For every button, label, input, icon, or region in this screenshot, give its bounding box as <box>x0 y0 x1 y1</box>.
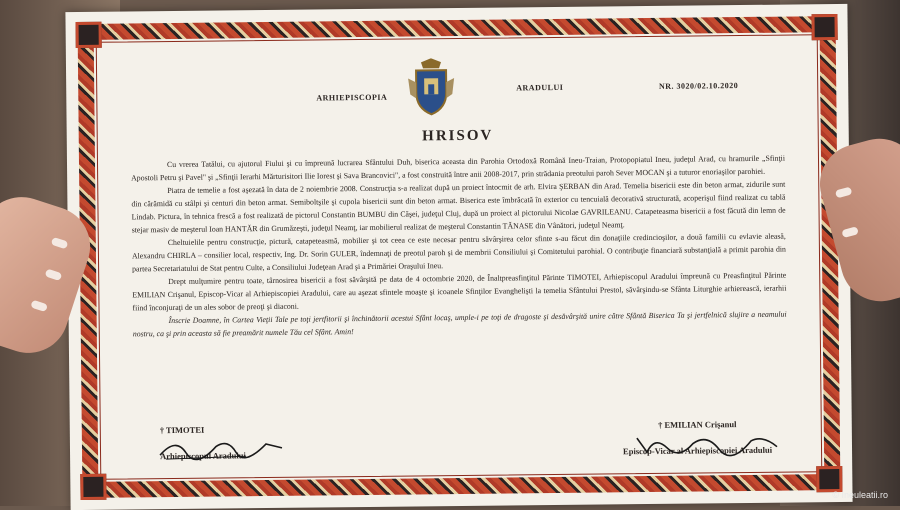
prayer-paragraph: Înscrie Doamne, în Cartea Vieţii Tale pe toţi jertfitorii şi închinătorii acestui Sfânt locaş, umple-i pe toţi de dragoste şi desăvârşită unire către Sfântă Biserica Ta şi jertfelnică slujire a neamului nostru, ca şi prin aceasta să fie preamărit numele Tău cel Sfânt. Amin! <box>132 309 787 339</box>
fingernail <box>51 237 69 250</box>
corner-ornament <box>80 474 106 500</box>
fingernail <box>45 269 63 282</box>
fingernail <box>835 187 853 199</box>
signer-role: Episcop-Vicar al Arhiepiscopiei Aradului <box>622 444 773 457</box>
org-right-label: ARADULUI <box>516 82 564 93</box>
handwritten-signature-icon <box>156 434 286 463</box>
org-left-label: ARHIEPISCOPIA <box>316 92 388 103</box>
certificate-paper <box>65 4 852 510</box>
document-body <box>117 151 801 340</box>
paragraph: Cu vrerea Tatălui, cu ajutorul Fiului şi cu împreună lucrarea Sfântului Duh, biserica aceasta din Parohia Ortodoxă Română Ineu-Traian, Protopopiatul Ineu, judeţul Arad, cu hramurile „Sfinţii Apostoli Petru şi Pavel" şi „Sfinţii Ierarhi Mărturisitori Ilie Iorest şi Sava Brancovici", a fost construită între anii 2008-2017, prin strădania preotului paroh Sever MOCAN şi a tuturor enoriaşilor parohiei. <box>131 153 786 183</box>
document-number: NR. 3020/02.10.2020 <box>658 81 739 91</box>
fingernail <box>30 300 48 313</box>
signature-left <box>160 424 246 461</box>
handwritten-signature-icon <box>633 429 783 459</box>
coat-of-arms-icon <box>406 58 457 117</box>
signer-name: † EMILIAN Crişanul <box>657 419 737 430</box>
fingernail <box>841 226 859 238</box>
paragraph: Cheltuielile pentru construcţie, pictură, catapeteasmă, mobilier şi tot ceea ce este necesar pentru săvârşirea celor sfinte s-au făcut din donaţiile credincioşilor, a două familii cu evlavie aleasă, Alexandru CHIRLA – consilier local, respectiv, Ing. Dr. Sorin GULER, îndemnaţi de preotul paroh şi de membrii Consiliului şi Comitetului parohial. O contribuţie financiară substanţială a primit parohia din partea Secretariatului de Stat pentru Culte, a Consiliului Judeţean Arad şi a Primăriei Oraşului Ineu. <box>131 231 786 274</box>
certificate-content <box>116 52 802 471</box>
certificate-header <box>116 52 798 109</box>
signer-name: † TIMOTEI <box>159 424 205 436</box>
signer-role: Arhiepiscopul Aradului <box>160 450 246 462</box>
corner-ornament <box>816 466 842 492</box>
signature-right <box>623 419 772 457</box>
watermark: © Ineuleatii.ro <box>832 490 888 500</box>
document-title: HRISOV <box>422 127 494 145</box>
corner-ornament <box>76 22 102 48</box>
paragraph: Drept mulţumire pentru toate, târnosirea bisericii a fost săvârşită pe data de 4 octombrie 2020, de Înaltpreasfinţitul Părinte TIMOTEI, Arhiepiscopul Aradului împreună cu Preasfinţitul Părinte EMILIAN Crişanul, Episcop-Vicar al Arhiepiscopiei Aradului, care au aşezat sfintele moaşte şi icoanele Sfinţilor Evanghelişti la temelia Sfântului Prestol, săvârşindu-se Sfânta Liturghie arhierească, ierarhii fiind înconjuraţi de un ales sobor de preoţi şi diaconi. <box>132 270 787 313</box>
paragraph: Piatra de temelie a fost aşezată în data de 2 noiembrie 2008. Construcţia s-a realizat după un proiect întocmit de arh. Elvira ŞERBAN din Arad. Temelia bisericii este din beton armat, zidurile sunt din cărămidă cu stâlpi şi centuri din beton armat. Semiboltşile şi cupola bisericii sunt din beton armat. Biserica este îmbrăcată în exterior cu tencuială decorativă structurată, acoperişul fiind realizat cu tablă Lindab. Pictura, în tehnica frescă a fost realizată de pictorul Constantin BUMBU din Căşei, judeţul Cluj, după un proiect al pictorului Nicolae GAVRILEANU. Catapeteasma bisericii a fost făcută din lemn de stejar masiv de meşterul Ioan HANTĂR din Grumăzeşti, judeţul Neamţ, iar mobilierul realizat de meşterul Constantin TĂNASE din Vânători, judeţul Neamţ. <box>131 179 786 235</box>
corner-ornament <box>811 14 837 40</box>
